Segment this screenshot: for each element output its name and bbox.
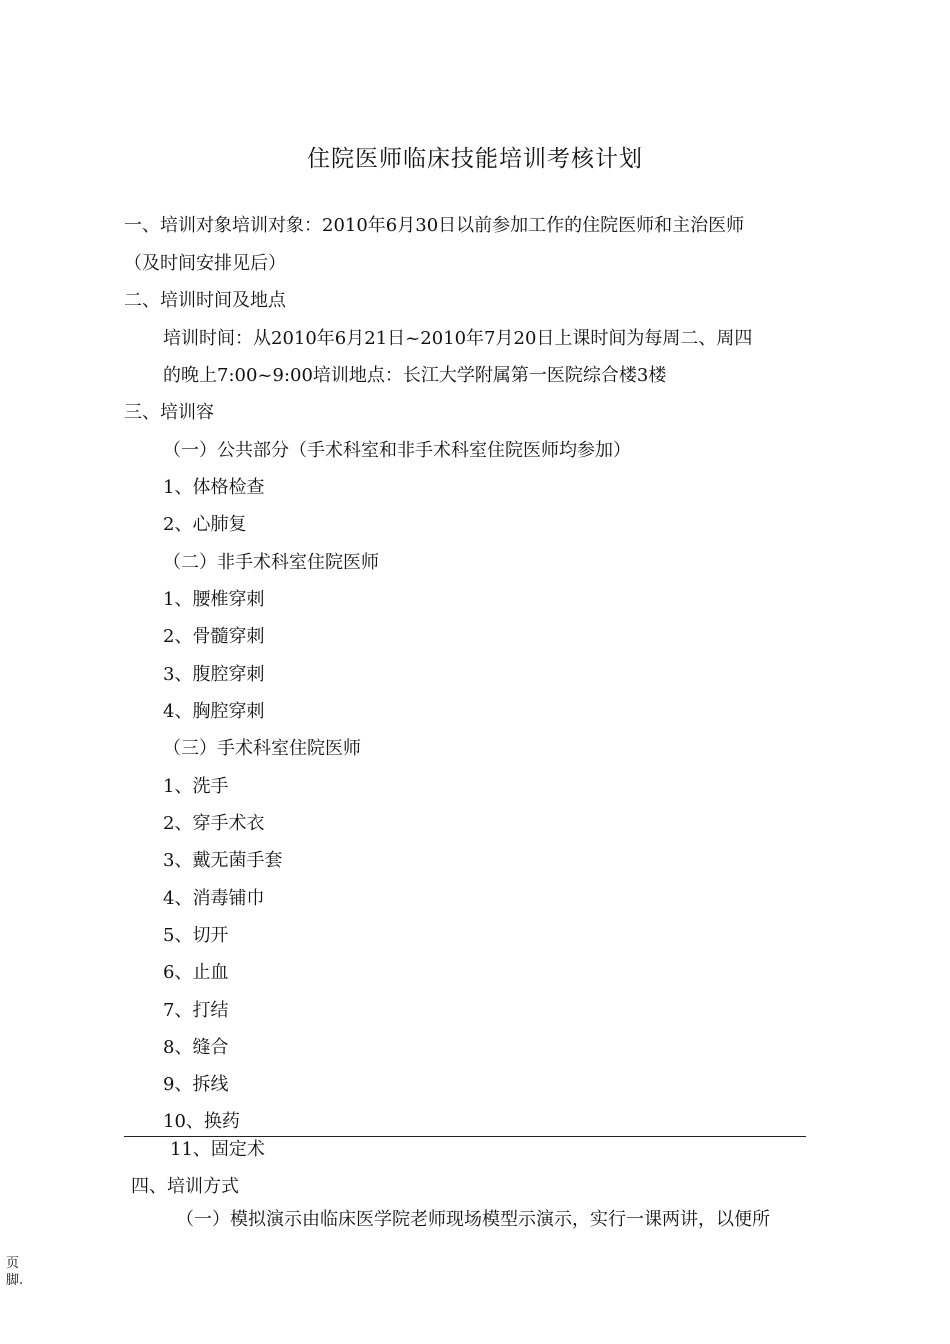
section-1-note: （及时间安排见后） xyxy=(124,253,286,274)
list-item: 11、固定术 xyxy=(170,1139,265,1160)
subsection-public: （一）公共部分（手术科室和非手术科室住院医师均参加） xyxy=(163,440,631,461)
list-item: 3、戴无菌手套 xyxy=(163,850,283,871)
list-item: 5、切开 xyxy=(163,925,229,946)
section-4-heading: 四、培训方式 xyxy=(131,1176,239,1197)
training-time-line: 培训时间：从2010年6月21日~2010年7月20日上课时间为每周二、周四 xyxy=(163,328,753,349)
list-item: 2、穿手术衣 xyxy=(163,813,265,834)
list-item: 2、心肺复 xyxy=(163,514,247,535)
subsection-surgical: （三）手术科室住院医师 xyxy=(163,738,361,759)
list-item: 7、打结 xyxy=(163,1000,229,1021)
list-item: 1、洗手 xyxy=(163,776,229,797)
page-footer xyxy=(6,1255,23,1289)
section-3-heading: 三、培训容 xyxy=(124,402,214,423)
footer-line: 页 xyxy=(6,1256,20,1271)
subsection-non-surgical: （二）非手术科室住院医师 xyxy=(163,552,379,573)
list-item: 9、拆线 xyxy=(163,1074,229,1095)
list-item: 4、消毒铺巾 xyxy=(163,888,265,909)
training-method-line: （一）模拟演示由临床医学院老师现场模型示演示，实行一课两讲，以便所 xyxy=(176,1209,770,1230)
section-1-heading: 一、培训对象培训对象：2010年6月30日以前参加工作的住院医师和主治医师 xyxy=(124,215,745,236)
section-2-heading: 二、培训时间及地点 xyxy=(124,290,286,311)
list-item: 10、换药 xyxy=(163,1111,240,1132)
list-item: 6、止血 xyxy=(163,962,229,983)
document-title: 住院医师临床技能培训考核计划 xyxy=(307,146,643,172)
list-item: 1、体格检查 xyxy=(163,477,265,498)
footer-line: 脚. xyxy=(6,1273,24,1288)
list-item: 4、胸腔穿刺 xyxy=(163,701,265,722)
training-place-line: 的晚上7:00~9:00培训地点：长江大学附属第一医院综合楼3楼 xyxy=(163,365,667,386)
page-break-rule xyxy=(124,1136,806,1137)
list-item: 1、腰椎穿刺 xyxy=(163,589,265,610)
list-item: 3、腹腔穿刺 xyxy=(163,664,265,685)
list-item: 2、骨髓穿刺 xyxy=(163,626,265,647)
list-item: 8、缝合 xyxy=(163,1037,229,1058)
